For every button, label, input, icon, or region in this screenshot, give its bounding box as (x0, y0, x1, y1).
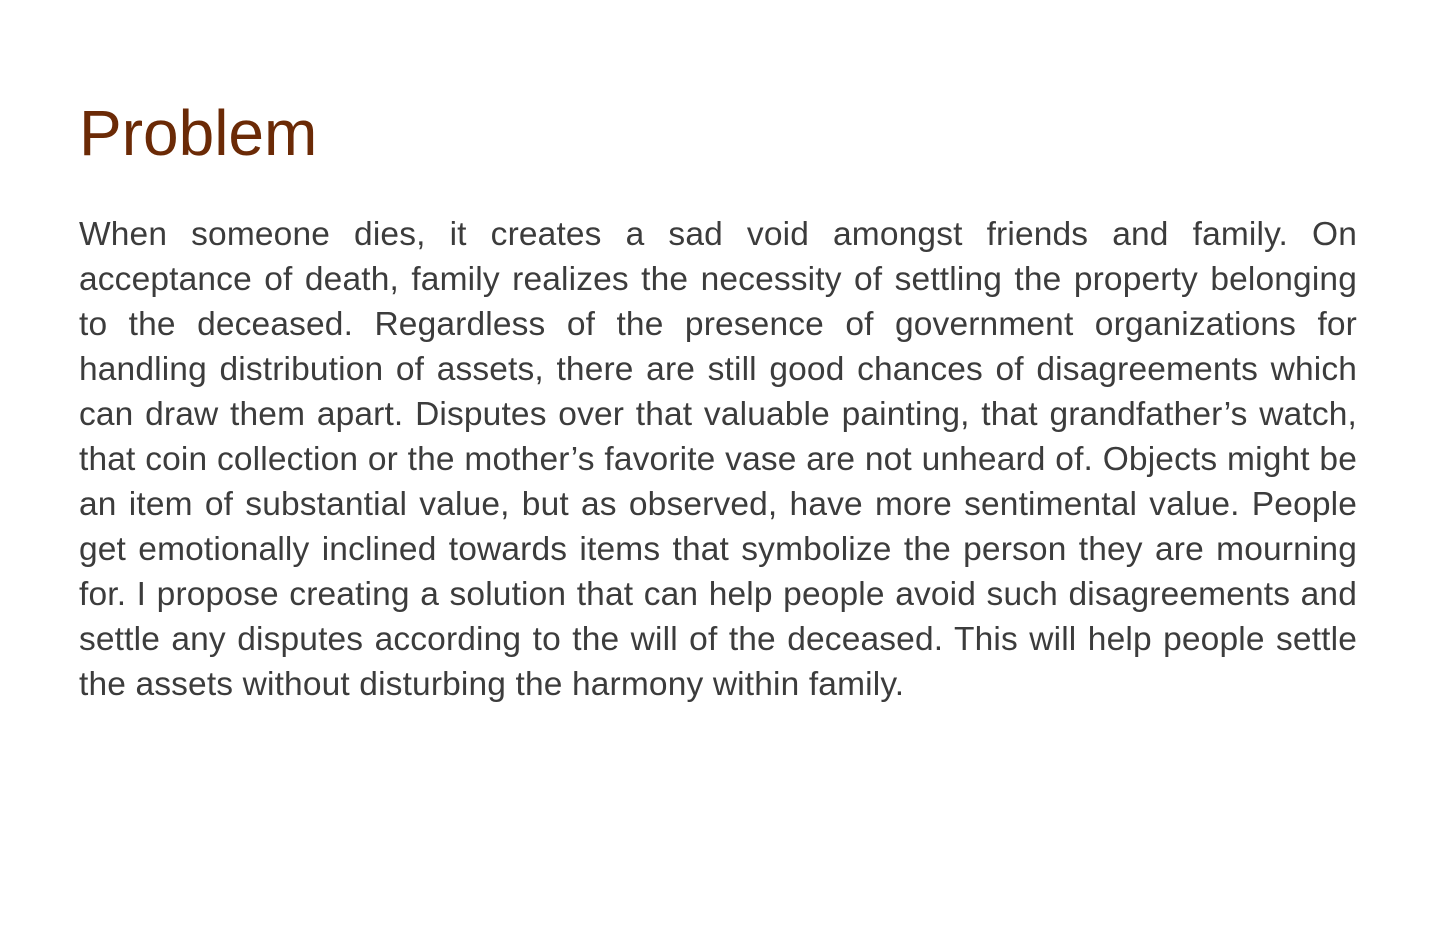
slide-body-text: When someone dies, it creates a sad void amongst friends and family. On acceptance of death, family realizes the necessity of settling the property belonging to the deceased. Regardless of the presence of government organizations for handling distribution of assets, there are still good chances of disagreements which can draw them apart. Disputes over that valuable painting, that grandfather’s watch, that coin collection or the mother’s favorite vase are not unheard of. Objects might be an item of substantial value, but as observed, have more sentimental value. People get emotionally inclined towards items that symbolize the person they are mourning for. I propose creating a solution that can help people avoid such disagreements and settle any disputes according to the will of the deceased. This will help people settle the assets without disturbing the harmony within family. (79, 216, 1357, 703)
slide-title: Problem (79, 97, 318, 169)
